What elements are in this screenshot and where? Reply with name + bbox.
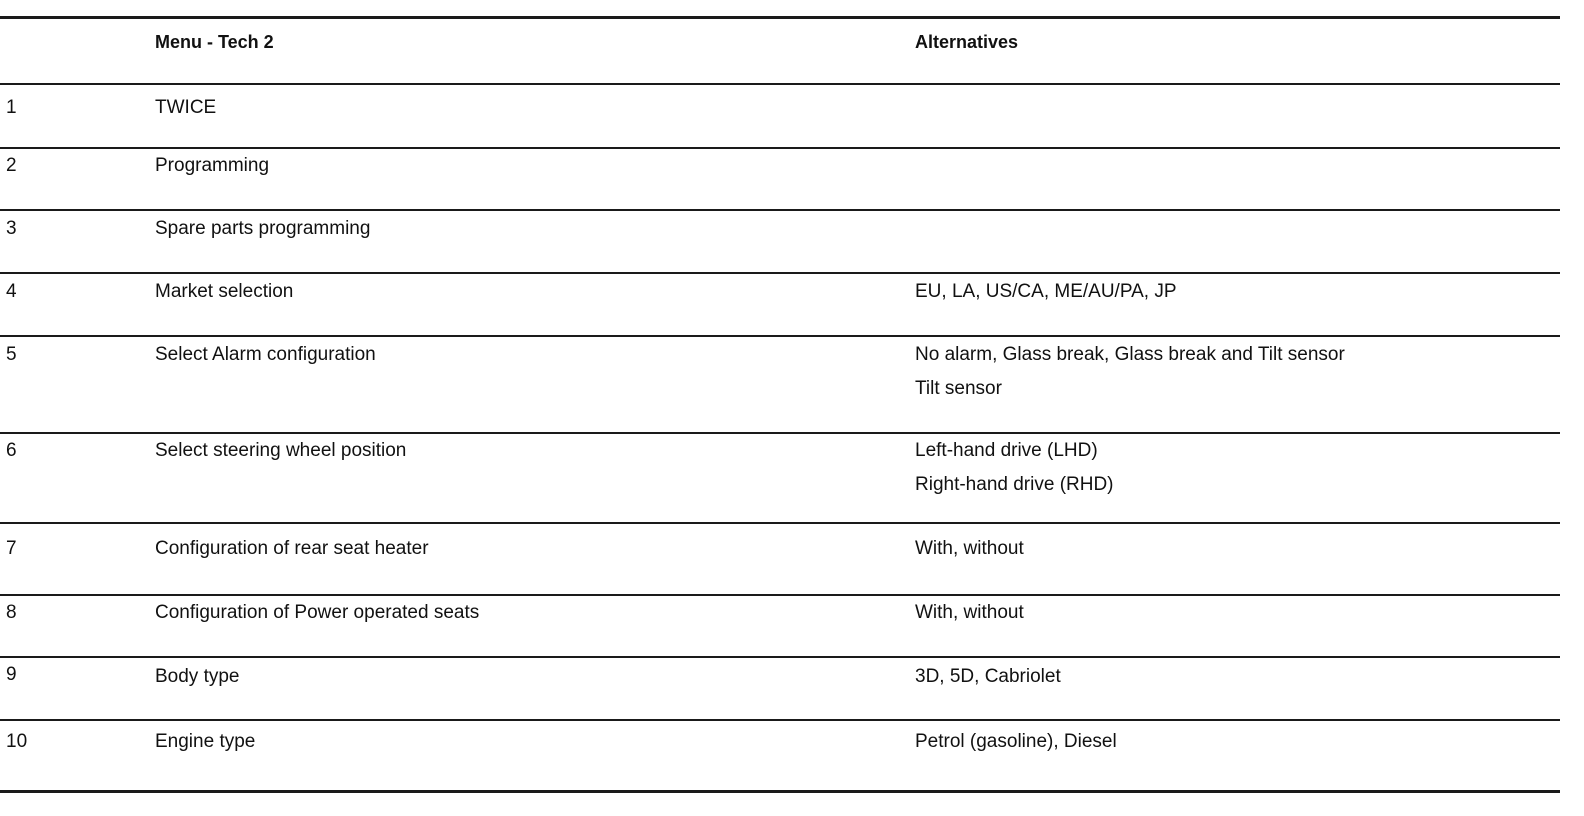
alternative-text: Petrol (gasoline), Diesel [915, 731, 1117, 752]
alternatives-cell [915, 537, 1024, 561]
alternatives-cell [915, 280, 1177, 304]
header-rule [0, 83, 1560, 85]
row-rule [0, 656, 1560, 658]
row-rule [0, 147, 1560, 149]
row-number: 3 [6, 218, 17, 239]
alternative-text: Tilt sensor [915, 378, 1002, 399]
alternative-text: With, without [915, 538, 1024, 559]
alternative-text: Right-hand drive (RHD) [915, 474, 1114, 495]
row-rule [0, 209, 1560, 211]
row-rule [0, 594, 1560, 596]
column-header-alternatives: Alternatives [915, 32, 1019, 52]
menu-item: Market selection [155, 281, 294, 302]
table-top-rule [0, 16, 1560, 19]
alternatives-cell [915, 343, 1345, 401]
table-bottom-rule [0, 790, 1560, 793]
row-number: 7 [6, 538, 17, 559]
row-number: 9 [6, 664, 17, 685]
menu-item: Select Alarm configuration [155, 344, 376, 365]
alternative-text: Left-hand drive (LHD) [915, 440, 1098, 461]
row-rule [0, 719, 1560, 721]
column-header-menu: Menu - Tech 2 [155, 32, 274, 52]
menu-item: Configuration of rear seat heater [155, 538, 429, 559]
alternative-text: No alarm, Glass break, Glass break and Tilt sensor [915, 344, 1345, 365]
row-number: 1 [6, 97, 17, 118]
alternatives-cell [915, 601, 1024, 625]
row-rule [0, 335, 1560, 337]
row-rule [0, 272, 1560, 274]
row-number: 10 [6, 731, 28, 752]
row-number: 2 [6, 155, 17, 176]
menu-item: Spare parts programming [155, 218, 371, 239]
alternative-text: EU, LA, US/CA, ME/AU/PA, JP [915, 281, 1177, 302]
menu-item: Configuration of Power operated seats [155, 602, 480, 623]
row-number: 5 [6, 344, 17, 365]
alternative-text: 3D, 5D, Cabriolet [915, 666, 1061, 687]
menu-item: Select steering wheel position [155, 440, 407, 461]
alternatives-cell [915, 730, 1117, 754]
menu-item: Engine type [155, 731, 256, 752]
alternatives-cell [915, 665, 1061, 689]
menu-item: Body type [155, 666, 240, 687]
menu-item: TWICE [155, 97, 217, 118]
row-number: 8 [6, 602, 17, 623]
row-rule [0, 522, 1560, 524]
row-rule [0, 432, 1560, 434]
row-number: 4 [6, 281, 17, 302]
row-number: 6 [6, 440, 17, 461]
menu-item: Programming [155, 155, 270, 176]
alternative-text: With, without [915, 602, 1024, 623]
alternatives-cell [915, 439, 1114, 497]
